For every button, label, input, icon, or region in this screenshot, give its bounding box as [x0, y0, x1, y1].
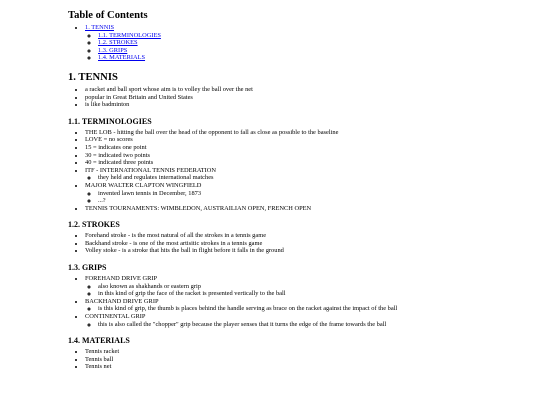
- list-item: [85, 275, 540, 298]
- list-item: • a racket and ball sport whose aim is to volley the ball over the net: [85, 86, 540, 94]
- sub-list: [85, 190, 540, 205]
- sub-list-item: ◦ ...?: [98, 197, 540, 205]
- sub-list-item: ◦ they held and regulates international matches: [98, 174, 540, 182]
- sub-list: [85, 321, 540, 329]
- toc-item: [98, 39, 540, 47]
- toc-item: [98, 54, 540, 62]
- toc-item: [98, 32, 540, 40]
- toc-link-strokes[interactable]: 1.2. STROKES: [98, 39, 138, 47]
- sub-list-item: ◦ is this kind of grip, the thumb is places behind the handle serving as brace on the racket against the impact of the ball: [98, 305, 540, 313]
- list-item: • popular in Great Britain and United States: [85, 94, 540, 102]
- section-heading-strokes: 1.2. STROKES: [68, 220, 120, 230]
- list-item: • LOVE = no scores: [85, 136, 540, 144]
- list-item: • Tennis racket: [85, 348, 540, 356]
- section-heading-tennis: 1. TENNIS: [68, 71, 118, 83]
- strokes-list: [68, 232, 540, 255]
- list-item-label: ITF - INTERNATIONAL TENNIS FEDERATION: [85, 166, 216, 174]
- list-item: • THE LOB - hitting the ball over the head of the opponent to fall as close as possible to the baseline: [85, 129, 540, 137]
- list-item: • 30 = indicated two points: [85, 152, 540, 160]
- materials-list: [68, 348, 540, 371]
- terminologies-list: [68, 129, 540, 213]
- section-heading-terminologies: 1.1. TERMINOLOGIES: [68, 116, 152, 126]
- list-item: • Forehand stroke - is the most natural of all the strokes in a tennis game: [85, 232, 540, 240]
- sub-list-item: ◦ also known as shakhands or eastern grip: [98, 283, 540, 291]
- toc-list: [68, 24, 540, 62]
- list-item: • Volley stoke - is a stroke that hits the ball in flight before it falls in the ground: [85, 247, 540, 255]
- toc-heading: Table of Contents: [68, 10, 148, 21]
- sub-list: [85, 283, 540, 298]
- sub-list-item: ◦ in this kind of grip the face of the racket is presented vertically to the ball: [98, 290, 540, 298]
- list-item: • Tennis ball: [85, 356, 540, 364]
- list-item-label: CONTINENTAL GRIP: [85, 313, 146, 321]
- toc-item: [85, 24, 540, 62]
- toc-link-tennis[interactable]: 1. TENNIS: [85, 24, 114, 31]
- list-item: • Tennis net: [85, 363, 540, 371]
- sub-list: [85, 305, 540, 313]
- list-item: • 40 = indicated three points: [85, 159, 540, 167]
- list-item-label: FOREHAND DRIVE GRIP: [85, 275, 158, 283]
- sub-list: [85, 174, 540, 182]
- list-item: [85, 313, 540, 328]
- list-item: • is like badminton: [85, 101, 540, 109]
- toc-link-grips[interactable]: 1.3. GRIPS: [98, 46, 128, 54]
- section-heading-materials: 1.4. MATERIALS: [68, 336, 130, 346]
- toc-link-terminologies[interactable]: 1.1. TERMINOLOGIES: [98, 31, 161, 39]
- section-heading-grips: 1.3. GRIPS: [68, 263, 107, 273]
- list-item-label: BACKHAND DRIVE GRIP: [85, 297, 159, 305]
- list-item: [85, 167, 540, 182]
- toc-link-materials[interactable]: 1.4. MATERIALS: [98, 54, 146, 62]
- sub-list-item: ◦ this is also called the "chopper" grip because the player senses that it turns the edge of the frame towards the ball: [98, 321, 540, 329]
- list-item: • Backhand stroke - is one of the most artisitic strokes in a tennis game: [85, 240, 540, 248]
- list-item: • TENNIS TOURNAMENTS: WIMBLEDON, AUSTRAILIAN OPEN, FRENCH OPEN: [85, 205, 540, 213]
- list-item-label: MAJOR WALTER CLAPTON WINGFIELD: [85, 181, 202, 189]
- tennis-list: [68, 86, 540, 109]
- toc-item: [98, 47, 540, 55]
- list-item: [85, 182, 540, 205]
- list-item: [85, 298, 540, 313]
- list-item: • 15 = indicates one point: [85, 144, 540, 152]
- grips-list: [68, 275, 540, 328]
- toc-sublist: [85, 32, 540, 62]
- sub-list-item: ◦ invented lawn tennis in December, 1873: [98, 190, 540, 198]
